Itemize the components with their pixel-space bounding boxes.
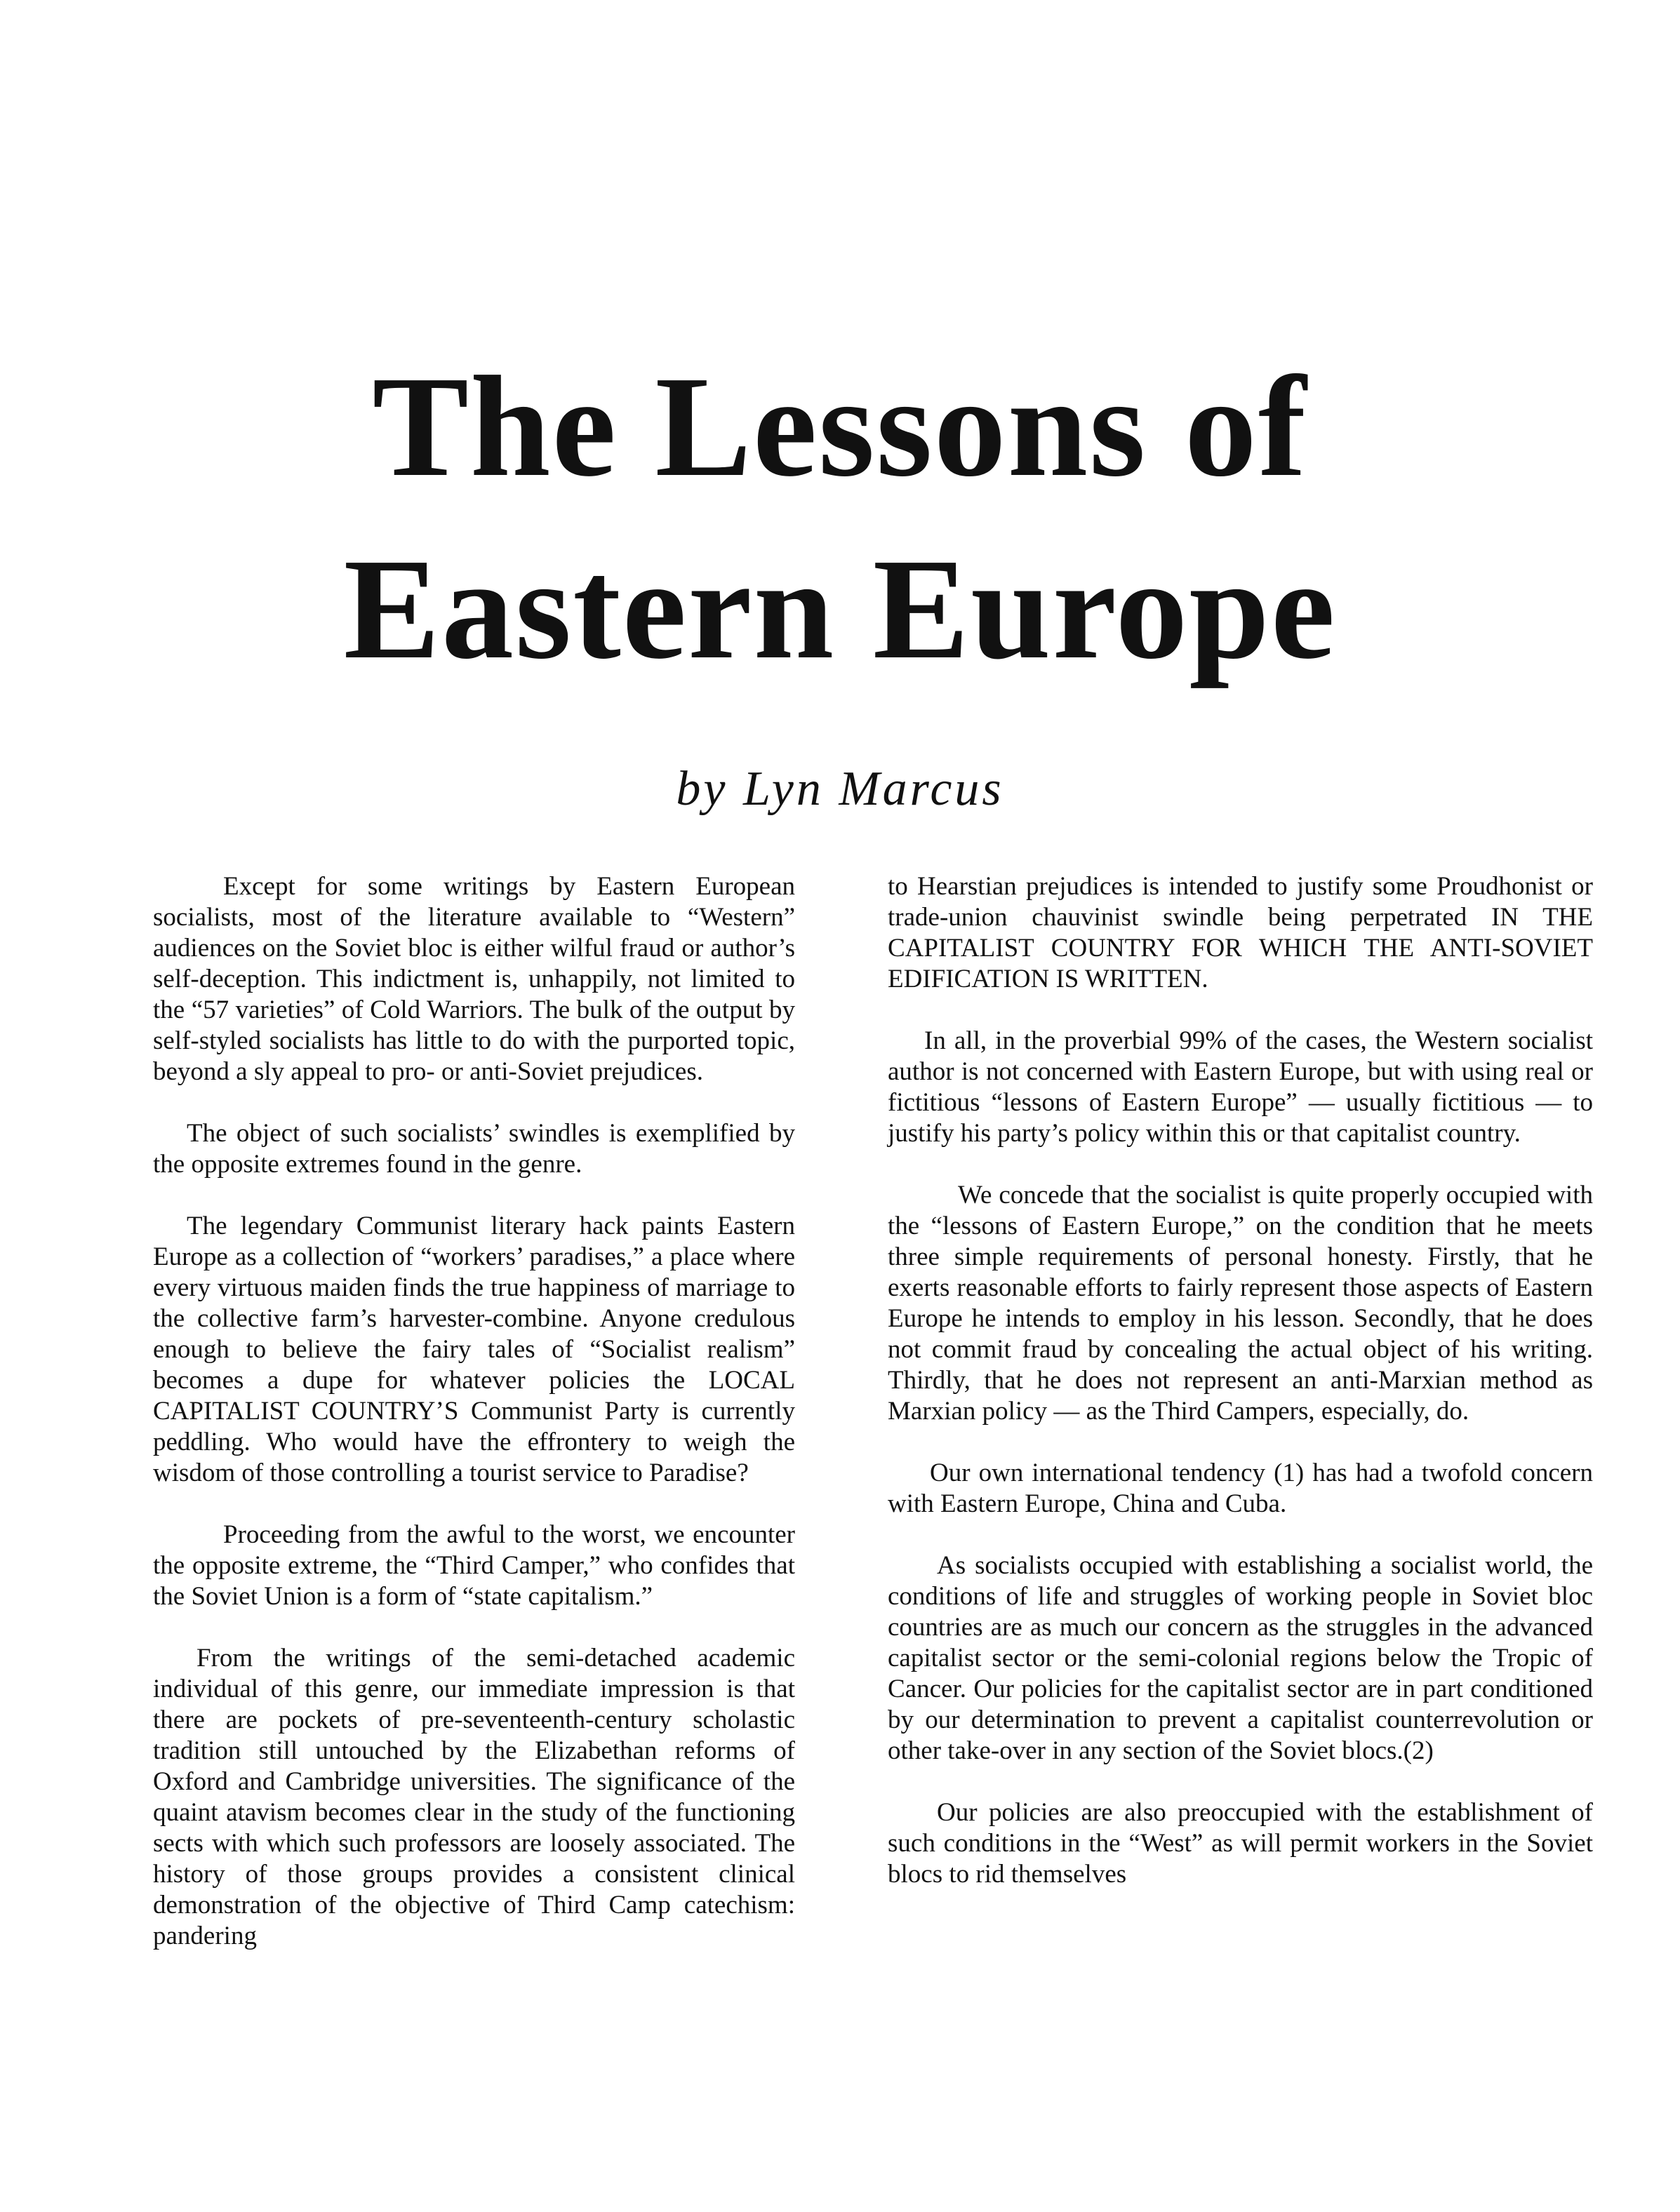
byline: by Lyn Marcus — [676, 762, 1004, 816]
paragraph: In all, in the proverbial 99% of the cases, the Western socialist author is not concerned with Eastern Europe, but with using real or fictitious “lessons of Eastern Europe” — usually fictitious — to justify his party’s policy within this or that capitalist country. — [888, 1026, 1593, 1148]
left-column — [153, 871, 795, 1983]
paragraph: The object of such socialists’ swindles is exemplified by the opposite extremes found in the genre. — [153, 1119, 795, 1179]
article-title-line-2: Eastern Europe — [343, 528, 1337, 689]
paragraph: As socialists occupied with establishing a socialist world, the conditions of life and struggles of working people in Soviet bloc countries are as much our concern as the struggles in the advanced capitalist sector or the semi-colonial regions below the Tropic of Cancer. Our policies for the capitalist sector are in part conditioned by our determination to prevent a capitalist counterrevolution or other take-over in any section of the Soviet blocs.(2) — [888, 1551, 1593, 1765]
paragraph: Our policies are also preoccupied with the establishment of such conditions in the “West” as will permit workers in the Soviet blocs to rid themselves — [888, 1798, 1593, 1889]
article-title-line-1: The Lessons of — [372, 346, 1308, 507]
paragraph: to Hearstian prejudices is intended to justify some Proudhonist or trade-union chauvinist swindle being perpetrated IN THE CAPITALIST COUNTRY FOR WHICH THE ANTI-SOVIET EDIFICATION IS WRITTEN. — [888, 872, 1593, 993]
right-column — [888, 871, 1593, 1921]
paragraph: We concede that the socialist is quite properly occupied with the “lessons of Eastern Europe,” on the condition that he meets three simple requirements of personal honesty. Firstly, that he exerts reasonable efforts to fairly represent those aspects of Eastern Europe he intends to employ in his lesson. Secondly, that he does not commit fraud by concealing the actual object of his writing. Thirdly, that he does not represent an anti-Marxian method as Marxian policy — as the Third Campers, especially, do. — [888, 1181, 1593, 1426]
paragraph: Proceeding from the awful to the worst, we encounter the opposite extreme, the “Third Camper,” who confides that the Soviet Union is a form of “state capitalism.” — [153, 1520, 795, 1611]
paragraph: Our own international tendency (1) has had a twofold concern with Eastern Europe, China and Cuba. — [888, 1459, 1593, 1518]
paragraph: The legendary Communist literary hack paints Eastern Europe as a collection of “workers’ paradises,” a place where every virtuous maiden finds the true happiness of marriage to the collective farm’s harvester-combine. Anyone credulous enough to believe the fairy tales of “Socialist realism” becomes a dupe for whatever policies the LOCAL CAPITALIST COUNTRY’S Communist Party is currently peddling. Who would have the effrontery to weigh the wisdom of those controlling a tourist service to Paradise? — [153, 1212, 795, 1487]
paragraph: Except for some writings by Eastern European socialists, most of the literature available to “Western” audiences on the Soviet bloc is either wilful fraud or author’s self-deception. This indictment is, unhappily, not limited to the “57 varieties” of Cold Warriors. The bulk of the output by self-styled socialists has little to do with the purported topic, beyond a sly appeal to pro- or anti-Soviet prejudices. — [153, 872, 795, 1086]
paragraph: From the writings of the semi-detached academic individual of this genre, our immediate impression is that there are pockets of pre-seventeenth-century scholastic tradition still untouched by the Elizabethan reforms of Oxford and Cambridge universities. The significance of the quaint atavism becomes clear in the study of the functioning sects with which such professors are loosely associated. The history of those groups provides a consistent clinical demonstration of the objective of Third Camp catechism: pandering — [153, 1644, 795, 1950]
